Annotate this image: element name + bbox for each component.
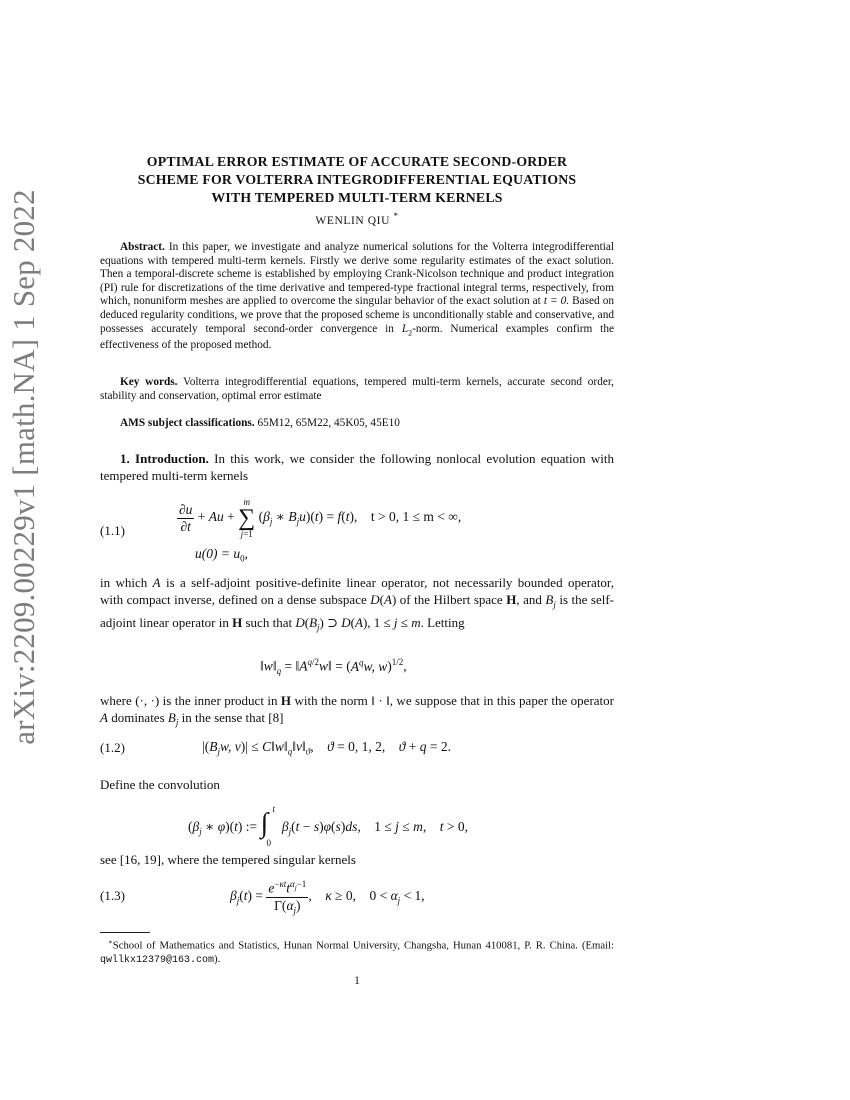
- footnote-affiliation: School of Mathematics and Statistics, Hunan Normal University, Changsha, Hunan 410081, P. R. China. (Email:: [112, 939, 614, 952]
- arxiv-identifier-stamp: [4, 189, 44, 745]
- ams-label: AMS subject classifications.: [120, 417, 255, 429]
- arxiv-identifier-text: arXiv:2209.00229v1 [math.NA] 1 Sep 2022: [6, 189, 41, 745]
- author-footnote-mark: *: [393, 211, 399, 221]
- abstract-block: [100, 241, 614, 353]
- equation-number: (1.3): [100, 888, 125, 903]
- equation-number: (1.1): [100, 523, 125, 538]
- keywords-text: Volterra integrodifferential equations, tempered multi-term kernels, accurate second order, stability and conservation, optimal error estimate: [100, 376, 614, 402]
- initial-condition: [195, 546, 248, 564]
- page-number: 1: [354, 975, 360, 987]
- author-name-text: WENLIN QIU: [315, 214, 391, 227]
- ams-codes: 65M12, 65M22, 45K05, 45E10: [257, 417, 400, 429]
- operator-paragraph: in which A is a self-adjoint positive-definite linear operator, not necessarily bounded operator, with compact inverse, defined on a dense subspace D(A) of the Hilbert space H, and $B_j$ is the self-adjoint linear operator in H such that $D(B_j)$ ⊃ D(A), 1 ≤ j ≤ m. Letting: [100, 575, 614, 633]
- equation-1-2: $|(B_jw$, $v)| \le C‖w‖_q‖v‖_ϑ$, ϑ = 0, 1, 2, ϑ + q = 2.: [202, 739, 451, 757]
- equation-1-1-conditions: t > 0, 1 ≤ m < ∞,: [370, 509, 462, 525]
- title-line: WITH TEMPERED MULTI-TERM KERNELS: [211, 190, 503, 205]
- summation-symbol: m ∑ j=1: [238, 497, 256, 539]
- initial-condition-lhs: u(0) = u: [195, 546, 241, 561]
- abstract-text-1: In this paper, we investigate and analyze numerical solutions for the Volterra integrodifferential equations with tempered multi-term kernels. Firstly we derive some regularity estimates of the exact solution. Then a temporal-discrete scheme is established by employing Crank-Nicolson technique and product integration (PI) rule for discretizations of the time derivative and tempered-type fractional integral terms, respectively, from which, nonuniform meshes are applied to overcome the singular behavior of the exact solution at: [100, 241, 614, 308]
- section-heading: 1. Introduction.: [120, 451, 209, 466]
- footnote-tail: ).: [214, 953, 221, 966]
- inner-product-paragraph: where (·, ·) is the inner product in H with the norm ‖ · ‖, we suppose that in this paper the operator A dominates $B_j$ in the sense that [8]: [100, 693, 614, 728]
- abstract-text-3: -norm. Numerical examples confirm the effectiveness of the proposed method.: [100, 322, 614, 352]
- initial-condition-tail: ,: [244, 546, 248, 561]
- integral-symbol: ∫ t 0: [260, 804, 276, 848]
- norm-definition: $‖w‖_q$ = $‖A^{q/2}w‖ = (A^qw$, w)$^{1/2}$,: [260, 657, 407, 677]
- equation-number: (1.2): [100, 740, 125, 755]
- footnote-email[interactable]: qwllkx12379@163.com: [100, 955, 215, 967]
- title-line: OPTIMAL ERROR ESTIMATE OF ACCURATE SECOND-ORDER: [146, 154, 568, 169]
- abstract-norm-symbol: L: [401, 322, 409, 335]
- kernel-intro: see [16, 19], where the tempered singular kernels: [100, 852, 356, 867]
- introduction-paragraph: [100, 450, 614, 484]
- kernel-fraction: $\frac{e^{-\kappa t}t^{\alpha_j-1}}{\Gamma(\alpha_j)}$: [268, 879, 307, 916]
- initial-condition-subscript: 0: [240, 553, 245, 564]
- partial-derivative: $\frac{\partial u}{\partial t}$: [179, 501, 193, 534]
- keywords-block: [100, 376, 614, 403]
- abstract-t-zero: t = 0.: [543, 295, 570, 308]
- equation-1-1: $\frac{\partial u}{\partial t}$ + Au + m ∑ j=1 ($\beta_j$ ∗ $B_ju)(t) = f(t)$, t > 0, 1 ≤ m < ∞,: [179, 497, 462, 539]
- convolution-intro: Define the convolution: [100, 777, 220, 792]
- author-name: [100, 211, 614, 227]
- equation-1-3: $\beta_j(t)$ = $\frac{e^{-\kappa t}t^{\alpha_j-1}}{\Gamma(\alpha_j)}$ , κ ≥ 0, $0 < \alpha_j < 1$,: [230, 879, 425, 916]
- keywords-label: Key words.: [120, 376, 178, 388]
- abstract-label: Abstract.: [120, 241, 165, 253]
- ams-classification-block: [100, 417, 614, 431]
- title-line: SCHEME FOR VOLTERRA INTEGRODIFFERENTIAL EQUATIONS: [137, 172, 577, 187]
- footnote-divider: [100, 932, 150, 933]
- paper-title: [100, 153, 614, 207]
- author-footnote: ∗School of Mathematics and Statistics, Hunan Normal University, Changsha, Hunan 410081, P. R. China. (Email: qwllkx12379@163.com).: [100, 938, 614, 967]
- abstract-text-2: Based on deduced regularity conditions, we prove that the proposed scheme is unconditionally stable and conservative, and possesses accurately temporal second-order convergence in: [100, 295, 614, 335]
- convolution-definition: ($\beta_j$ ∗ φ)(t) := ∫ t 0 $\beta_j(t - s)\varphi(s)ds$, 1 ≤ j ≤ m, t > 0,: [188, 804, 468, 848]
- introduction-text: In this work, we consider the following nonlocal evolution equation with tempered multi-term kernels: [100, 451, 614, 483]
- abstract-norm-subscript: 2: [408, 327, 413, 337]
